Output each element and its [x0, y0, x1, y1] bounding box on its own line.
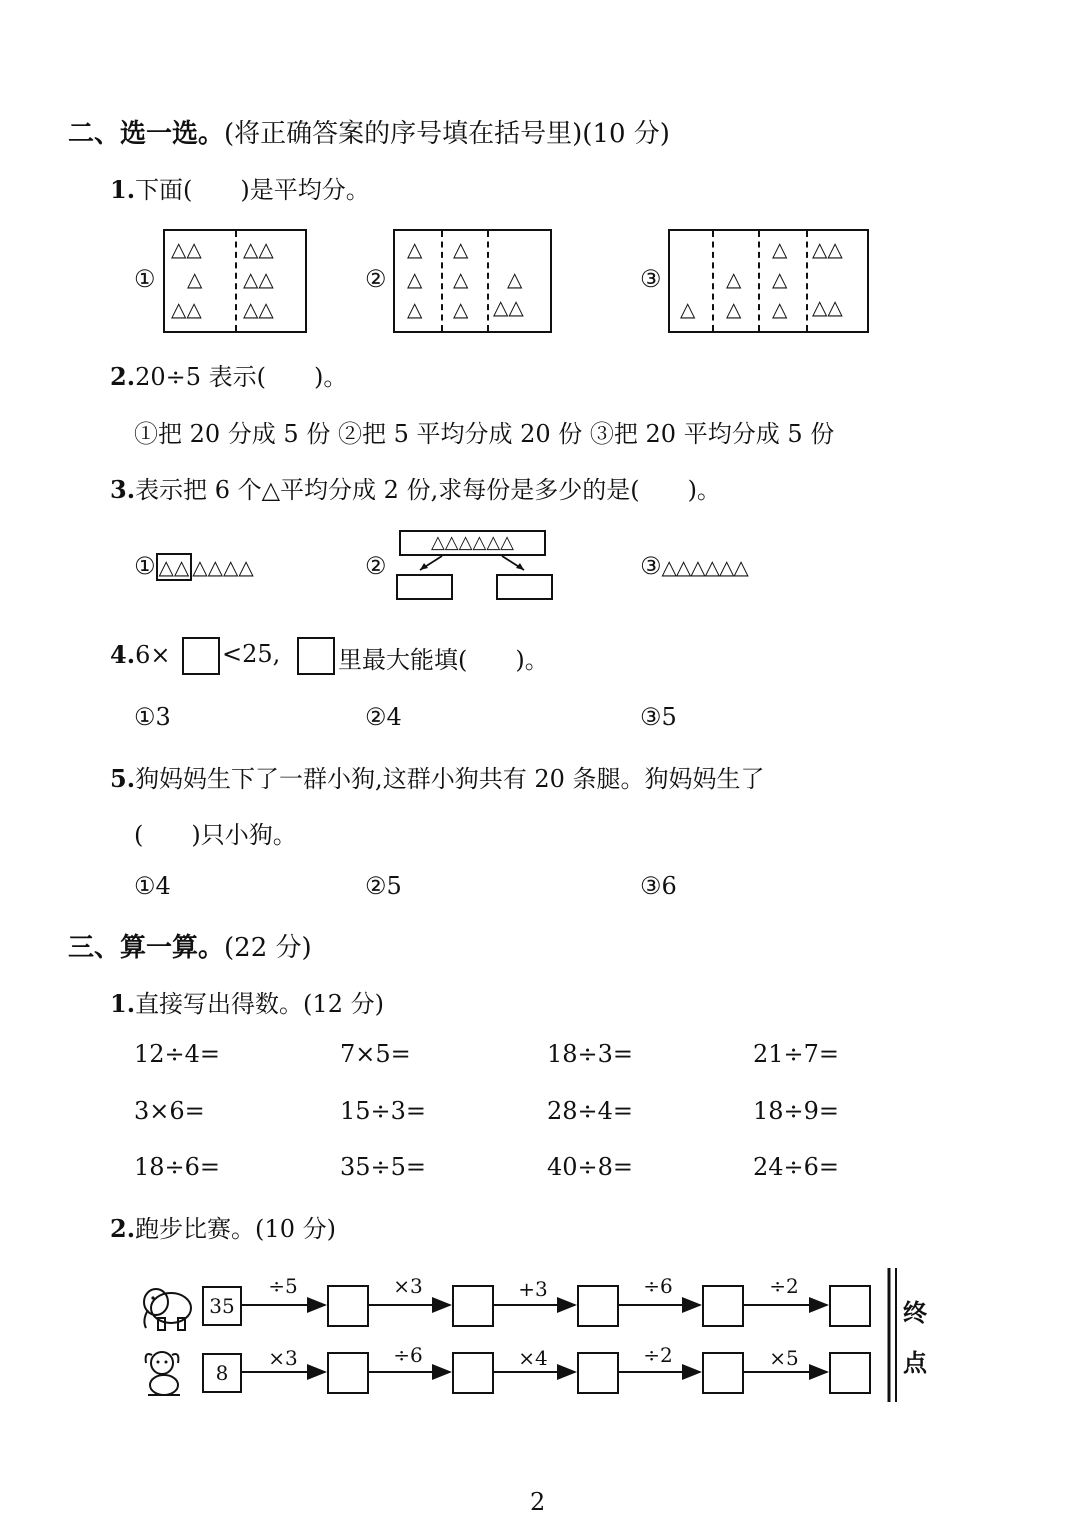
- triangle-icon: △: [407, 267, 423, 291]
- triangle-icon: △△: [171, 297, 202, 321]
- question-4-option-2: ②4: [365, 703, 402, 731]
- question-text-pre: 6×: [135, 641, 171, 669]
- calc-item: 24÷6=: [753, 1153, 840, 1181]
- race-operation: +3: [518, 1277, 548, 1301]
- option-label: ③: [640, 552, 662, 580]
- question-text-mid: <25,: [222, 640, 281, 668]
- triangle-icon: △: [453, 297, 469, 321]
- triangle-icon: △: [453, 237, 469, 261]
- triangle-icon: △: [680, 297, 696, 321]
- question-text: 直接写出得数。(12 分): [135, 990, 384, 1018]
- question-number: 1.: [110, 989, 136, 1018]
- finish-label-1: 终: [903, 1298, 927, 1327]
- question-number: 2.: [110, 362, 136, 391]
- section-3-title: 三、算一算。: [68, 933, 225, 963]
- question-text-post: 里最大能填( )。: [338, 646, 549, 674]
- option-label-2: ②: [365, 265, 387, 293]
- triangle-icon: △: [453, 267, 469, 291]
- question-number: 2.: [110, 1214, 136, 1243]
- calc-item: 40÷8=: [547, 1153, 634, 1181]
- race-answer-box: [327, 1285, 369, 1327]
- question-4-option-1: ①3: [134, 703, 171, 731]
- triangle-icon: △△: [243, 297, 274, 321]
- triangle-icon: △: [772, 237, 788, 261]
- question-text: 20÷5 表示( )。: [135, 363, 348, 391]
- race-operation: ÷6: [393, 1343, 423, 1367]
- race-start-value: 35: [202, 1286, 242, 1326]
- triangle-icon: △: [407, 237, 423, 261]
- race-answer-box: [327, 1352, 369, 1394]
- race-answer-box: [829, 1352, 871, 1394]
- race-answer-box: [577, 1352, 619, 1394]
- triangles: △△△△△△: [661, 555, 748, 579]
- question-5-line-2: ( )只小狗。: [134, 821, 297, 849]
- question-5-option-1: ①4: [134, 872, 171, 900]
- triangle-icon: △: [726, 267, 742, 291]
- calc-item: 15÷3=: [340, 1097, 427, 1125]
- calc-item: 21÷7=: [753, 1040, 840, 1068]
- triangle-icon: △: [772, 267, 788, 291]
- triangle-icon: △: [407, 297, 423, 321]
- race-answer-box: [702, 1352, 744, 1394]
- question-number: 4.: [110, 640, 136, 669]
- triangle-icon: △△: [812, 237, 843, 261]
- question-3-option-2-label: ②: [365, 552, 387, 580]
- race-operation: ×5: [769, 1346, 799, 1370]
- triangle-icon: △△: [171, 237, 202, 261]
- triangles: △△△△: [192, 555, 254, 579]
- section-3-note: (22 分): [224, 933, 312, 963]
- race-answer-box: [702, 1285, 744, 1327]
- calc-item: 18÷6=: [134, 1153, 221, 1181]
- race-answer-box: [829, 1285, 871, 1327]
- triangle-icon: △△: [812, 295, 843, 319]
- race-operation: ÷6: [643, 1274, 673, 1298]
- triangle-icon: △: [726, 297, 742, 321]
- calc-item: 18÷3=: [547, 1040, 634, 1068]
- race-operation: ×3: [268, 1346, 298, 1370]
- question-3-option-2-group: △△△△△△: [399, 530, 546, 556]
- race-answer-box: [452, 1352, 494, 1394]
- question-4-option-3: ③5: [640, 703, 677, 731]
- triangle-icon: △: [507, 267, 523, 291]
- calc-item: 3×6=: [134, 1097, 205, 1125]
- question-number: 1.: [110, 175, 136, 204]
- question-number: 5.: [110, 764, 136, 793]
- question-text: 表示把 6 个△平均分成 2 份,求每份是多少的是( )。: [135, 476, 721, 504]
- question-number: 3.: [110, 475, 136, 504]
- page-number: 2: [530, 1488, 546, 1516]
- triangle-icon: △△: [243, 267, 274, 291]
- question-text: 下面( )是平均分。: [135, 176, 370, 204]
- option-label: ①: [134, 552, 156, 580]
- race-operation: ÷2: [643, 1343, 673, 1367]
- question-text: 狗妈妈生下了一群小狗,这群小狗共有 20 条腿。狗妈妈生了: [135, 765, 765, 793]
- section-2-note: (将正确答案的序号填在括号里)(10 分): [224, 119, 670, 149]
- question-text: 跑步比赛。(10 分): [135, 1215, 336, 1243]
- triangle-icon: △△: [243, 237, 274, 261]
- race-answer-box: [452, 1285, 494, 1327]
- race-operation: ÷5: [268, 1274, 298, 1298]
- section-2-title: 二、选一选。: [68, 119, 225, 149]
- race-operation: ×4: [518, 1346, 548, 1370]
- question-2-options: ①把 20 分成 5 份 ②把 5 平均分成 20 份 ③把 20 平均分成 5 份: [134, 420, 835, 448]
- race-operation: ×3: [393, 1274, 423, 1298]
- finish-label-2: 点: [903, 1348, 927, 1377]
- boxed-triangles: △△: [156, 553, 193, 581]
- race-answer-box: [577, 1285, 619, 1327]
- triangle-icon: △△: [493, 295, 524, 319]
- calc-item: 35÷5=: [340, 1153, 427, 1181]
- calc-item: 28÷4=: [547, 1097, 634, 1125]
- calc-item: 18÷9=: [753, 1097, 840, 1125]
- option-label-1: ①: [134, 265, 156, 293]
- calc-item: 7×5=: [340, 1040, 411, 1068]
- calc-item: 12÷4=: [134, 1040, 221, 1068]
- race-start-value: 8: [202, 1353, 242, 1393]
- question-5-option-2: ②5: [365, 872, 402, 900]
- option-label-3: ③: [640, 265, 662, 293]
- triangle-icon: △: [772, 297, 788, 321]
- question-5-option-3: ③6: [640, 872, 677, 900]
- triangle-icon: △: [187, 267, 203, 291]
- race-operation: ÷2: [769, 1274, 799, 1298]
